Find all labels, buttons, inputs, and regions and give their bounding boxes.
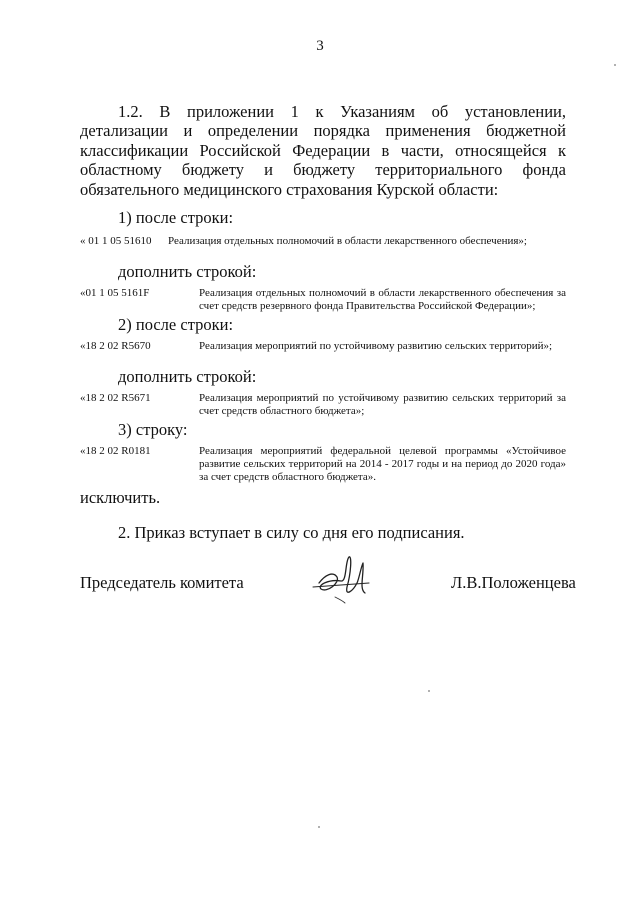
signatory-name: Л.В.Положенцева <box>451 573 576 592</box>
budget-code-row <box>80 445 566 487</box>
scan-speck <box>318 826 320 828</box>
budget-code-description: Реализация отдельных полномочий в области лекарственного обеспечения за счет средств резервного фонда Правительства Российской Федерации»; <box>199 287 566 312</box>
budget-code: «18 2 02 R5670 <box>80 340 151 352</box>
budget-code: «18 2 02 R0181 <box>80 445 151 457</box>
budget-code-description: Реализация мероприятий по устойчивому развитию сельских территорий»; <box>199 340 553 352</box>
scan-speck <box>428 690 430 692</box>
item-heading: дополнить строкой: <box>118 367 257 386</box>
budget-code-description: Реализация отдельных полномочий в области лекарственного обеспечения»; <box>168 235 527 247</box>
signatory-role: Председатель комитета <box>80 573 244 592</box>
budget-code-row <box>80 392 566 420</box>
budget-code: «01 1 05 5161F <box>80 287 150 299</box>
budget-code-description: Реализация мероприятий по устойчивому развитию сельских территорий за счет средств областного бюджета»; <box>199 392 566 417</box>
intro-paragraph: 1.2. В приложении 1 к Указаниям об установлении, детализации и определении порядка применения бюджетной классификации Российской Федерации в части, относящейся к областному бюджету и бюджету территориального фонда обязательного медицинского страхования Курской области: <box>80 102 566 199</box>
item-heading: 3) строку: <box>118 420 188 439</box>
scan-speck <box>614 64 616 66</box>
item-heading: 2) после строки: <box>118 315 234 334</box>
item-heading: дополнить строкой: <box>118 262 257 281</box>
handwritten-signature <box>307 553 377 605</box>
page-number: 3 <box>316 38 324 54</box>
budget-code-description: Реализация мероприятий федеральной целевой программы «Устойчивое развитие сельских территорий на 2014 - 2017 годы и на период до 2020 года» за счет средств областного бюджета». <box>199 445 566 483</box>
budget-code: «18 2 02 R5671 <box>80 392 151 404</box>
item-heading: 1) после строки: <box>118 208 234 227</box>
exclude-word: исключить. <box>80 488 161 507</box>
budget-code-row <box>80 287 566 315</box>
budget-code: « 01 1 05 51610 <box>80 235 152 247</box>
clause-2: 2. Приказ вступает в силу со дня его подписания. <box>118 523 465 542</box>
